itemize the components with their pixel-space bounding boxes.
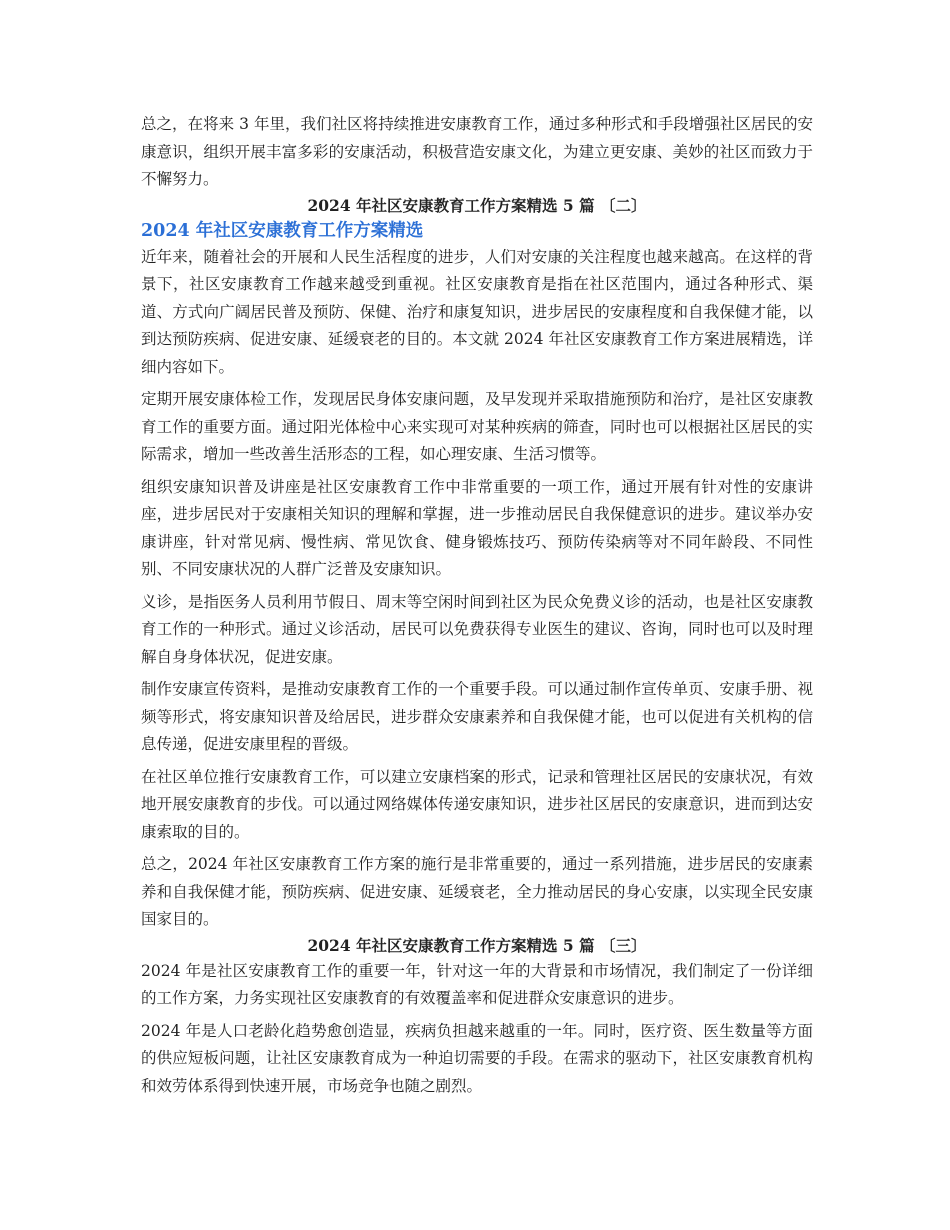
section-title-3: 2024 年社区安康教育工作方案精选 5 篇 〔三〕 [307, 935, 647, 955]
document-page [141, 111, 813, 1100]
paragraph-checkup: 定期开展安康体检工作，发现居民身体安康问题，及早发现并采取措施预防和治疗，是社区安康教育工作的重要方面。通过阳光体检中心来实现可对某种疾病的筛查，同时也可以根据社区居民的实际需求，增加一些改善生活形态的工程，如心理安康、生活习惯等。 [141, 390, 813, 463]
paragraph-background: 2024 年是人口老龄化趋势愈创造显，疾病负担越来越重的一年。同时，医疗资、医生数量等方面的供应短板问题，让社区安康教育成为一种迫切需要的手段。在需求的驱动下，社区安康教育机构和效劳体系得到快速开展，市场竞争也随之剧烈。 [141, 1021, 813, 1095]
paragraph-free-clinic: 义诊，是指医务人员利用节假日、周末等空闲时间到社区为民众免费义诊的活动，也是社区安康教育工作的一种形式。通过义诊活动，居民可以免费获得专业医生的建议、咨询，同时也可以及时理解自身身体状况，促进安康。 [141, 592, 813, 666]
paragraph-summary: 总之，2024 年社区安康教育工作方案的施行是非常重要的，通过一系列措施，进步居民的安康素养和自我保健才能，预防疾病、促进安康、延缓衰老，全力推动居民的身心安康，以实现全民安康国家目的。 [141, 855, 813, 928]
paragraph-plan-overview: 2024 年是社区安康教育工作的重要一年，针对这一年的大背景和市场情况，我们制定了一份详细的工作方案，力务实现社区安康教育的有效覆盖率和促进群众安康意识的进步。 [141, 961, 813, 1007]
paragraph-lectures: 组织安康知识普及讲座是社区安康教育工作中非常重要的一项工作，通过开展有针对性的安康讲座，进步居民对于安康相关知识的理解和掌握，进一步推动居民自我保健意识的进步。建议举办安康讲座，针对常见病、慢性病、常见饮食、健身锻炼技巧、预防传染病等对不同年龄段、不同性别、不同安康状况的人群广泛普及安康知识。 [141, 477, 813, 578]
paragraph-materials: 制作安康宣传资料，是推动安康教育工作的一个重要手段。可以通过制作宣传单页、安康手册、视频等形式，将安康知识普及给居民，进步群众安康素养和自我保健才能，也可以促进有关机构的信息传递，促进安康里程的晋级。 [141, 680, 813, 753]
paragraph-records: 在社区单位推行安康教育工作，可以建立安康档案的形式，记录和管理社区居民的安康状况，有效地开展安康教育的步伐。可以通过网络媒体传递安康知识，进步社区居民的安康意识，进而到达安康索取的目的。 [141, 767, 813, 841]
paragraph-closing-summary: 总之，在将来 3 年里，我们社区将持续推进安康教育工作，通过多种形式和手段增强社区居民的安康意识，组织开展丰富多彩的安康活动，积极营造安康文化，为建立更安康、美妙的社区而致力于不懈努力。 [141, 115, 813, 188]
section-subtitle-2: 2024 年社区安康教育工作方案精选 [141, 220, 424, 241]
section-title-2: 2024 年社区安康教育工作方案精选 5 篇 〔二〕 [307, 195, 647, 215]
paragraph-intro: 近年来，随着社会的开展和人民生活程度的进步，人们对安康的关注程度也越来越高。在这样的背景下，社区安康教育工作越来越受到重视。社区安康教育是指在社区范围内，通过各种形式、渠道、方式向广阔居民普及预防、保健、治疗和康复知识，进步居民的安康程度和自我保健才能，以到达预防疾病、促进安康、延缓衰老的目的。本文就 2024 年社区安康教育工作方案进展精选，详细内容如下。 [141, 247, 813, 376]
